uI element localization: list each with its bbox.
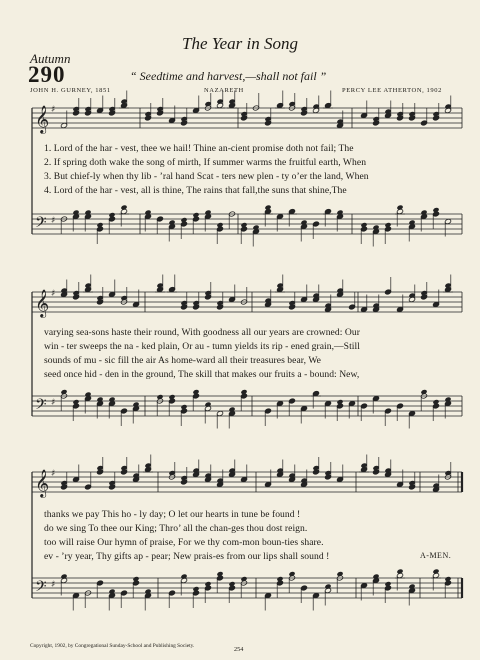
system-3-lyric-verse-4: ev - ’ry year, Thy gifts ap - pear; New prais-es from our lips shall sound !: [44, 551, 330, 562]
system-2-lyric-verse-2: win - ter sweeps the na - ked plain, Or au - tumn yields its rip - ened grain,—Still: [44, 341, 360, 352]
amen-label: A-MEN.: [420, 551, 452, 560]
hymn-motto: “ Seedtime and harvest,—shall not fail ”: [130, 69, 327, 83]
copyright-notice: Copyright, 1902, by Congregational Sunday-School and Publishing Society.: [30, 643, 195, 649]
system-1-lyric-verse-2: 2. If spring doth wake the song of mirth, If summer warms the fruitful earth, When: [44, 157, 367, 168]
sys3-sharp-icon: ♯: [51, 469, 56, 479]
system-3-lyric-verse-2: do we sing To thee our King; Thro’ all the chan-ges thou dost reign.: [44, 523, 308, 534]
sys2-sharp-icon: ♯: [51, 398, 56, 408]
system-3-lyric-verse-1: thanks we pay This ho - ly day; O let our hearts in tune be found !: [44, 509, 301, 520]
sys1-sharp-icon: ♯: [51, 216, 56, 226]
music-credit: PERCY LEE ATHERTON, 1902: [342, 87, 442, 94]
section-label: Autumn: [30, 51, 71, 66]
system-1-lyric-verse-4: 4. Lord of the har - vest, all is thine, The rains that fall,the suns that shine,The: [44, 185, 347, 196]
system-1-lyric-verse-3: 3. But chief-ly when thy lib - ’ral hand Scat - ters new plen - ty o’er the land, When: [44, 171, 369, 182]
sys3-treble-clef-icon: 𝄞: [35, 469, 50, 497]
sys1-bass-clef-icon: 𝄢: [35, 214, 47, 235]
page-number: 254: [234, 646, 244, 653]
system-1-music: [32, 91, 462, 247]
system-2-lyric-verse-4: seed once hid - den in the ground, The skill that makes our fruits a - bound: New,: [44, 369, 360, 380]
system-3-lyric-verse-3: too will raise Our hymn of praise, For we thy com-mon boun-ties share.: [44, 537, 324, 548]
words-credit: JOHN H. GURNEY, 1851: [30, 87, 111, 94]
hymn-number: 290: [28, 62, 66, 87]
sys1-treble-clef-icon: 𝄞: [35, 105, 50, 133]
book-title: The Year in Song: [181, 34, 299, 53]
sys1-sharp-icon: ♯: [51, 105, 56, 115]
tune-name: NAZARETH: [204, 87, 244, 94]
system-2-lyric-verse-1: varying sea-sons haste their round, With goodness all our years are crowned: Our: [44, 327, 360, 338]
system-2-lyric-verse-3: sounds of mu - sic fill the air As home-ward all their treasures bear, We: [44, 355, 321, 366]
sys3-bass-clef-icon: 𝄢: [35, 578, 47, 599]
sys2-treble-clef-icon: 𝄞: [35, 289, 50, 317]
sys2-sharp-icon: ♯: [51, 289, 56, 299]
system-1-lyric-verse-1: 1. Lord of the har - vest, thee we hail! Thine an-cient promise doth not fail; The: [44, 143, 354, 154]
sys2-bass-clef-icon: 𝄢: [35, 396, 47, 417]
sys3-sharp-icon: ♯: [51, 580, 56, 590]
